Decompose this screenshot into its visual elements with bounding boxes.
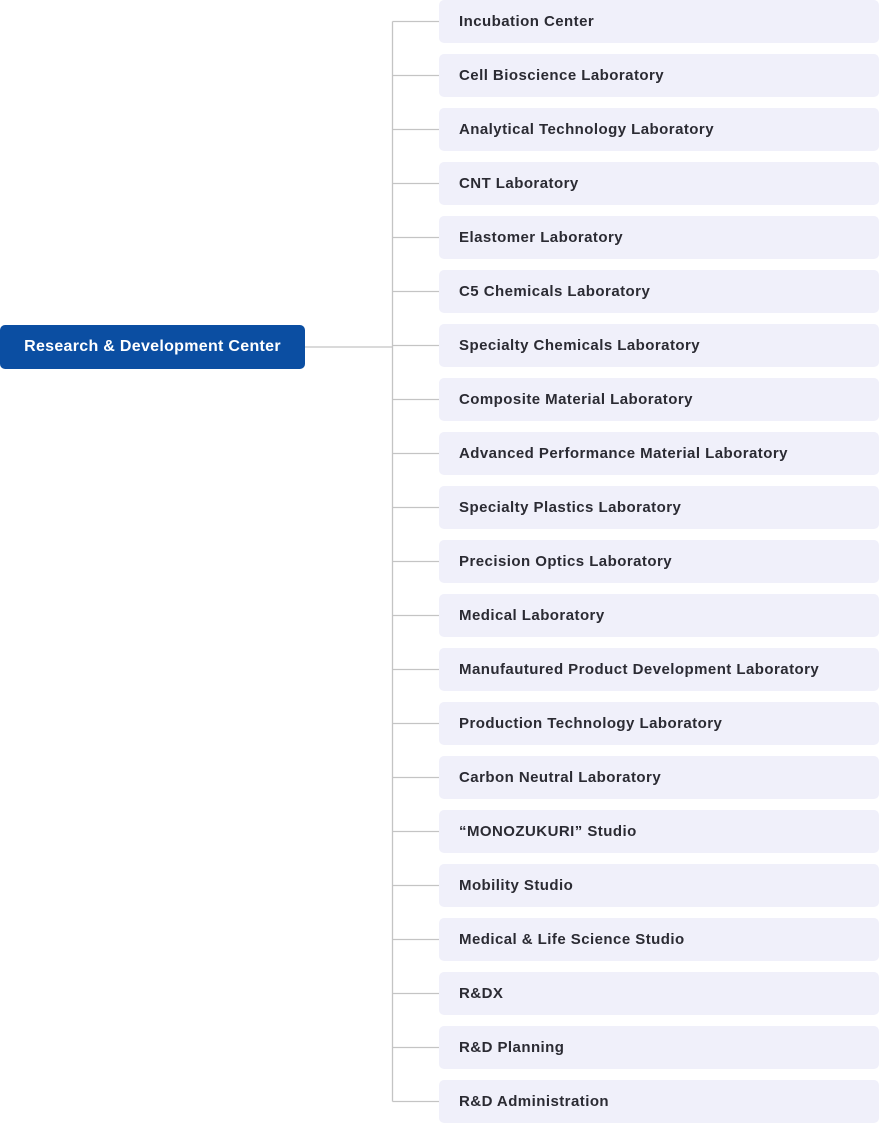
child-node-label: Cell Bioscience Laboratory bbox=[459, 67, 665, 84]
child-node-label: Medical & Life Science Studio bbox=[459, 931, 685, 948]
child-node-label: CNT Laboratory bbox=[459, 175, 579, 192]
child-node[interactable] bbox=[439, 1080, 879, 1123]
child-node[interactable] bbox=[439, 972, 879, 1015]
child-node[interactable] bbox=[439, 162, 879, 205]
child-node-label: Production Technology Laboratory bbox=[459, 715, 723, 732]
child-node-label: Elastomer Laboratory bbox=[459, 229, 624, 246]
child-node-label: Incubation Center bbox=[459, 13, 595, 30]
root-node[interactable] bbox=[0, 325, 305, 369]
child-node[interactable] bbox=[439, 216, 879, 259]
child-node-label: C5 Chemicals Laboratory bbox=[459, 283, 651, 300]
child-node-label: Specialty Plastics Laboratory bbox=[459, 499, 682, 516]
child-node[interactable] bbox=[439, 756, 879, 799]
child-node[interactable] bbox=[439, 486, 879, 529]
child-node[interactable] bbox=[439, 864, 879, 907]
child-node-label: Carbon Neutral Laboratory bbox=[459, 769, 662, 786]
child-node-label: Precision Optics Laboratory bbox=[459, 553, 673, 570]
child-node-label: R&D Administration bbox=[459, 1093, 610, 1110]
child-node-label: Advanced Performance Material Laboratory bbox=[459, 445, 788, 462]
child-node-label: Mobility Studio bbox=[459, 877, 574, 894]
root-node-label: Research & Development Center bbox=[24, 338, 281, 355]
child-node[interactable] bbox=[439, 810, 879, 853]
child-node-label: Analytical Technology Laboratory bbox=[459, 121, 715, 138]
child-node-label: R&DX bbox=[459, 985, 504, 1002]
child-node-label: “MONOZUKURI” Studio bbox=[459, 823, 637, 840]
child-node[interactable] bbox=[439, 918, 879, 961]
child-node-label: Medical Laboratory bbox=[459, 607, 605, 624]
child-node-label: Manufautured Product Development Laboratory bbox=[459, 661, 820, 678]
child-node-label: Specialty Chemicals Laboratory bbox=[459, 337, 701, 354]
child-node[interactable] bbox=[439, 0, 879, 43]
child-node[interactable] bbox=[439, 648, 879, 691]
child-node-label: R&D Planning bbox=[459, 1039, 565, 1056]
child-node[interactable] bbox=[439, 324, 879, 367]
child-node[interactable] bbox=[439, 54, 879, 97]
child-node[interactable] bbox=[439, 270, 879, 313]
child-node[interactable] bbox=[439, 702, 879, 745]
child-node[interactable] bbox=[439, 378, 879, 421]
child-node[interactable] bbox=[439, 432, 879, 475]
child-node[interactable] bbox=[439, 108, 879, 151]
child-node[interactable] bbox=[439, 1026, 879, 1069]
child-node-label: Composite Material Laboratory bbox=[459, 391, 693, 408]
child-node[interactable] bbox=[439, 594, 879, 637]
child-node[interactable] bbox=[439, 540, 879, 583]
